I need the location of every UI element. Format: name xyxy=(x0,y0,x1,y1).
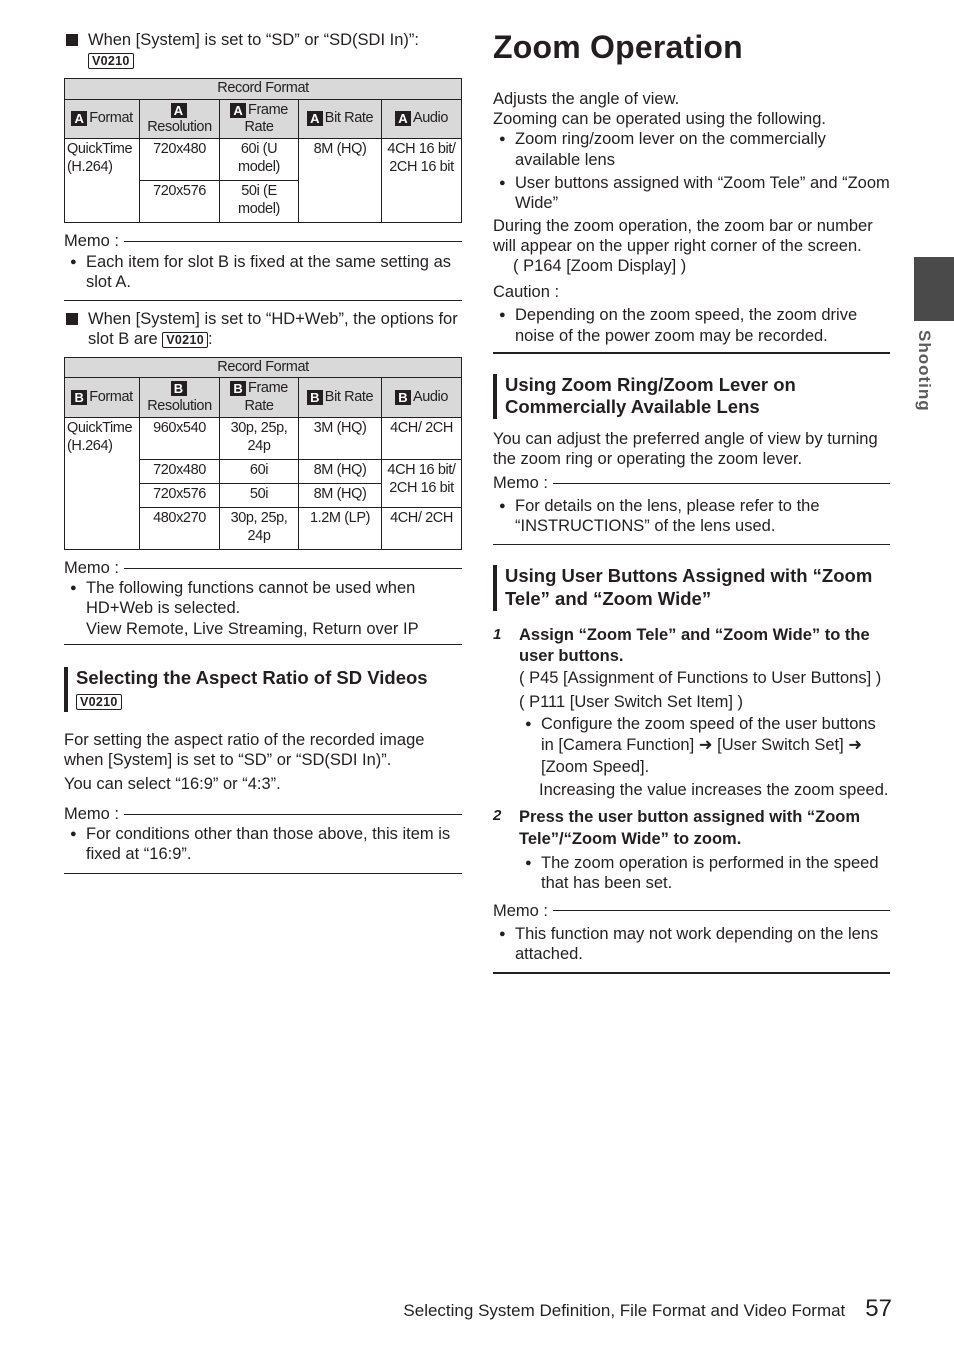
paragraph: During the zoom operation, the zoom bar or number will appear on the upper right corner of the screen. xyxy=(493,216,873,256)
table-cell: 4CH/ 2CH xyxy=(382,508,462,550)
column-header: Resolution xyxy=(147,397,212,414)
table-cell: 1.2M (LP) xyxy=(299,508,382,550)
table-cell: 8M (HQ) xyxy=(299,484,382,508)
table-cell: QuickTime (H.264) xyxy=(65,418,140,550)
caution-header xyxy=(493,282,890,302)
page-number: 57 xyxy=(865,1295,892,1322)
table-title: Record Format xyxy=(65,358,462,378)
table-title: Record Format xyxy=(65,79,462,99)
right-column xyxy=(493,30,890,974)
record-format-table-a xyxy=(64,78,462,223)
paragraph: Adjusts the angle of view. xyxy=(493,90,680,109)
chapter-tab xyxy=(914,257,954,321)
slot-a-badge: A xyxy=(171,103,187,118)
paragraph: Increasing the value increases the zoom speed. xyxy=(539,780,889,799)
list-item xyxy=(64,578,462,638)
memo-list xyxy=(493,924,890,964)
version-tag: V0210 xyxy=(76,694,122,710)
memo-header xyxy=(64,804,462,824)
paragraph: You can select “16:9” or “4:3”. xyxy=(64,775,281,794)
list-item: ● Depending on the zoom speed, the zoom drive noise of the power zoom may be recorded. xyxy=(493,305,890,345)
table-cell: 3M (HQ) xyxy=(299,418,382,460)
table-cell: 720x480 xyxy=(140,460,220,484)
memo-header xyxy=(64,558,462,578)
version-tag: V0210 xyxy=(88,53,134,69)
table-cell: 8M (HQ) xyxy=(299,460,382,484)
memo-label: Memo : xyxy=(64,805,120,824)
list-item: ● User buttons assigned with “Zoom Tele” and “Zoom Wide” xyxy=(493,173,890,213)
paragraph: You can adjust the preferred angle of view by turning the zoom ring or operating the zoom lever. xyxy=(493,429,878,468)
section-heading: Using Zoom Ring/Zoom Lever on Commercially Available Lens xyxy=(493,374,890,419)
step-title: Press the user button assigned with “Zoom Tele”/“Zoom Wide” to zoom. xyxy=(519,808,861,849)
list-item: ● Each item for slot B is fixed at the same setting as slot A. xyxy=(64,252,462,292)
square-bullet-icon xyxy=(66,34,78,46)
step-1 xyxy=(493,625,890,801)
step-bullet-list xyxy=(519,714,890,778)
column-header: Format xyxy=(89,389,133,406)
slot-b-badge: B xyxy=(71,390,87,405)
cross-reference: ( P111 [User Switch Set Item] ) xyxy=(519,692,744,711)
caution-label: Caution : xyxy=(493,283,560,302)
table-cell: 8M (HQ) xyxy=(299,139,382,223)
slot-b-badge: B xyxy=(171,381,187,396)
table-cell: 30p, 25p, 24p xyxy=(220,508,299,550)
memo-text: The following functions cannot be used when HD+Web is selected. xyxy=(86,579,416,618)
section-heading-text: Selecting the Aspect Ratio of SD Videos xyxy=(76,666,428,688)
column-header: Bit Rate xyxy=(324,110,374,127)
slot-b-badge: B xyxy=(307,390,323,405)
memo-list xyxy=(64,578,462,638)
table-cell: 4CH 16 bit/ 2CH 16 bit xyxy=(382,139,462,223)
section-heading xyxy=(64,667,462,712)
table-cell: 720x576 xyxy=(140,484,220,508)
record-format-table-b xyxy=(64,357,462,550)
list-item: ● For details on the lens, please refer to the “INSTRUCTIONS” of the lens used. xyxy=(493,496,890,536)
sd-system-intro: When [System] is set to “SD” or “SD(SDI In)”: xyxy=(88,31,419,49)
list-item: ● Configure the zoom speed of the user buttons in [Camera Function] ➜ [User Switch Set] ➜ [Zoom Speed]. xyxy=(519,714,890,778)
colon: : xyxy=(207,329,213,348)
memo-label: Memo : xyxy=(493,901,549,920)
memo-header xyxy=(493,473,890,493)
square-bullet-icon xyxy=(66,313,78,325)
slot-a-badge: A xyxy=(307,111,323,126)
zoom-method-list xyxy=(493,129,890,213)
version-tag: V0210 xyxy=(162,332,208,348)
slot-a-badge: A xyxy=(230,103,246,118)
cross-reference: ( P164 [Zoom Display] ) xyxy=(513,257,687,276)
divider xyxy=(64,644,462,645)
table-cell: 720x576 xyxy=(140,181,220,223)
column-header: Audio xyxy=(412,110,449,127)
cross-reference: ( P45 [Assignment of Functions to User Buttons] ) xyxy=(519,669,882,688)
footer-title: Selecting System Definition, File Format and Video Format xyxy=(403,1301,846,1320)
table-cell: 60i (U model) xyxy=(220,139,299,181)
table-cell: 480x270 xyxy=(140,508,220,550)
memo-text: View Remote, Live Streaming, Return over IP xyxy=(86,619,419,638)
slot-a-badge: A xyxy=(71,111,87,126)
step-bullet-list xyxy=(519,853,890,893)
table-cell: 30p, 25p, 24p xyxy=(220,418,299,460)
paragraph: Zooming can be operated using the following. xyxy=(493,110,826,129)
page-footer xyxy=(377,1294,892,1323)
column-header: Resolution xyxy=(147,119,212,136)
table-cell: 4CH 16 bit/ 2CH 16 bit xyxy=(382,460,462,508)
divider xyxy=(493,544,890,545)
slot-b-badge: B xyxy=(230,381,246,396)
step-number: 1 xyxy=(493,625,502,643)
list-item: ● For conditions other than those above, this item is fixed at “16:9”. xyxy=(64,824,462,864)
column-header: Frame Rate xyxy=(244,101,288,136)
column-header: Frame Rate xyxy=(244,380,288,414)
step-2 xyxy=(493,806,890,893)
hdweb-system-intro: When [System] is set to “HD+Web”, the options for slot B are xyxy=(88,309,458,348)
table-cell: 50i (E model) xyxy=(220,181,299,223)
slot-b-badge: B xyxy=(395,390,411,405)
paragraph: For setting the aspect ratio of the recorded image when [System] is set to “SD” or “SD(SDI In)”. xyxy=(64,730,425,769)
memo-header xyxy=(493,901,890,921)
table-row xyxy=(65,139,462,181)
section-heading: Using User Buttons Assigned with “Zoom Tele” and “Zoom Wide” xyxy=(493,565,890,610)
memo-label: Memo : xyxy=(64,232,120,251)
table-cell: 60i xyxy=(220,460,299,484)
memo-label: Memo : xyxy=(493,474,549,493)
left-column xyxy=(64,30,462,874)
memo-list xyxy=(493,496,890,536)
memo-label: Memo : xyxy=(64,559,120,578)
divider xyxy=(493,972,890,974)
step-number: 2 xyxy=(493,807,502,825)
list-item: ● Zoom ring/zoom lever on the commercially available lens xyxy=(493,129,890,169)
list-item: ● The zoom operation is performed in the speed that has been set. xyxy=(519,853,890,893)
column-header: Format xyxy=(89,110,133,127)
memo-header xyxy=(64,231,462,251)
divider xyxy=(493,352,890,354)
list-item: ● This function may not work depending on the lens attached. xyxy=(493,924,890,964)
column-header: Bit Rate xyxy=(324,389,374,406)
divider xyxy=(64,300,462,301)
table-cell: QuickTime (H.264) xyxy=(65,139,140,223)
sd-system-note xyxy=(64,30,462,70)
step-title: Assign “Zoom Tele” and “Zoom Wide” to the user buttons. xyxy=(519,625,870,666)
memo-list xyxy=(64,252,462,292)
page-title: Zoom Operation xyxy=(493,29,743,65)
column-header: Audio xyxy=(412,389,449,406)
table-cell: 50i xyxy=(220,484,299,508)
caution-list xyxy=(493,305,890,345)
hdweb-system-note xyxy=(64,309,462,349)
memo-list xyxy=(64,824,462,864)
slot-a-badge: A xyxy=(395,111,411,126)
table-row xyxy=(65,418,462,460)
table-cell: 4CH/ 2CH xyxy=(382,418,462,460)
divider xyxy=(64,873,462,874)
chapter-tab-label: Shooting xyxy=(915,330,934,412)
table-cell: 960x540 xyxy=(140,418,220,460)
table-cell: 720x480 xyxy=(140,139,220,181)
